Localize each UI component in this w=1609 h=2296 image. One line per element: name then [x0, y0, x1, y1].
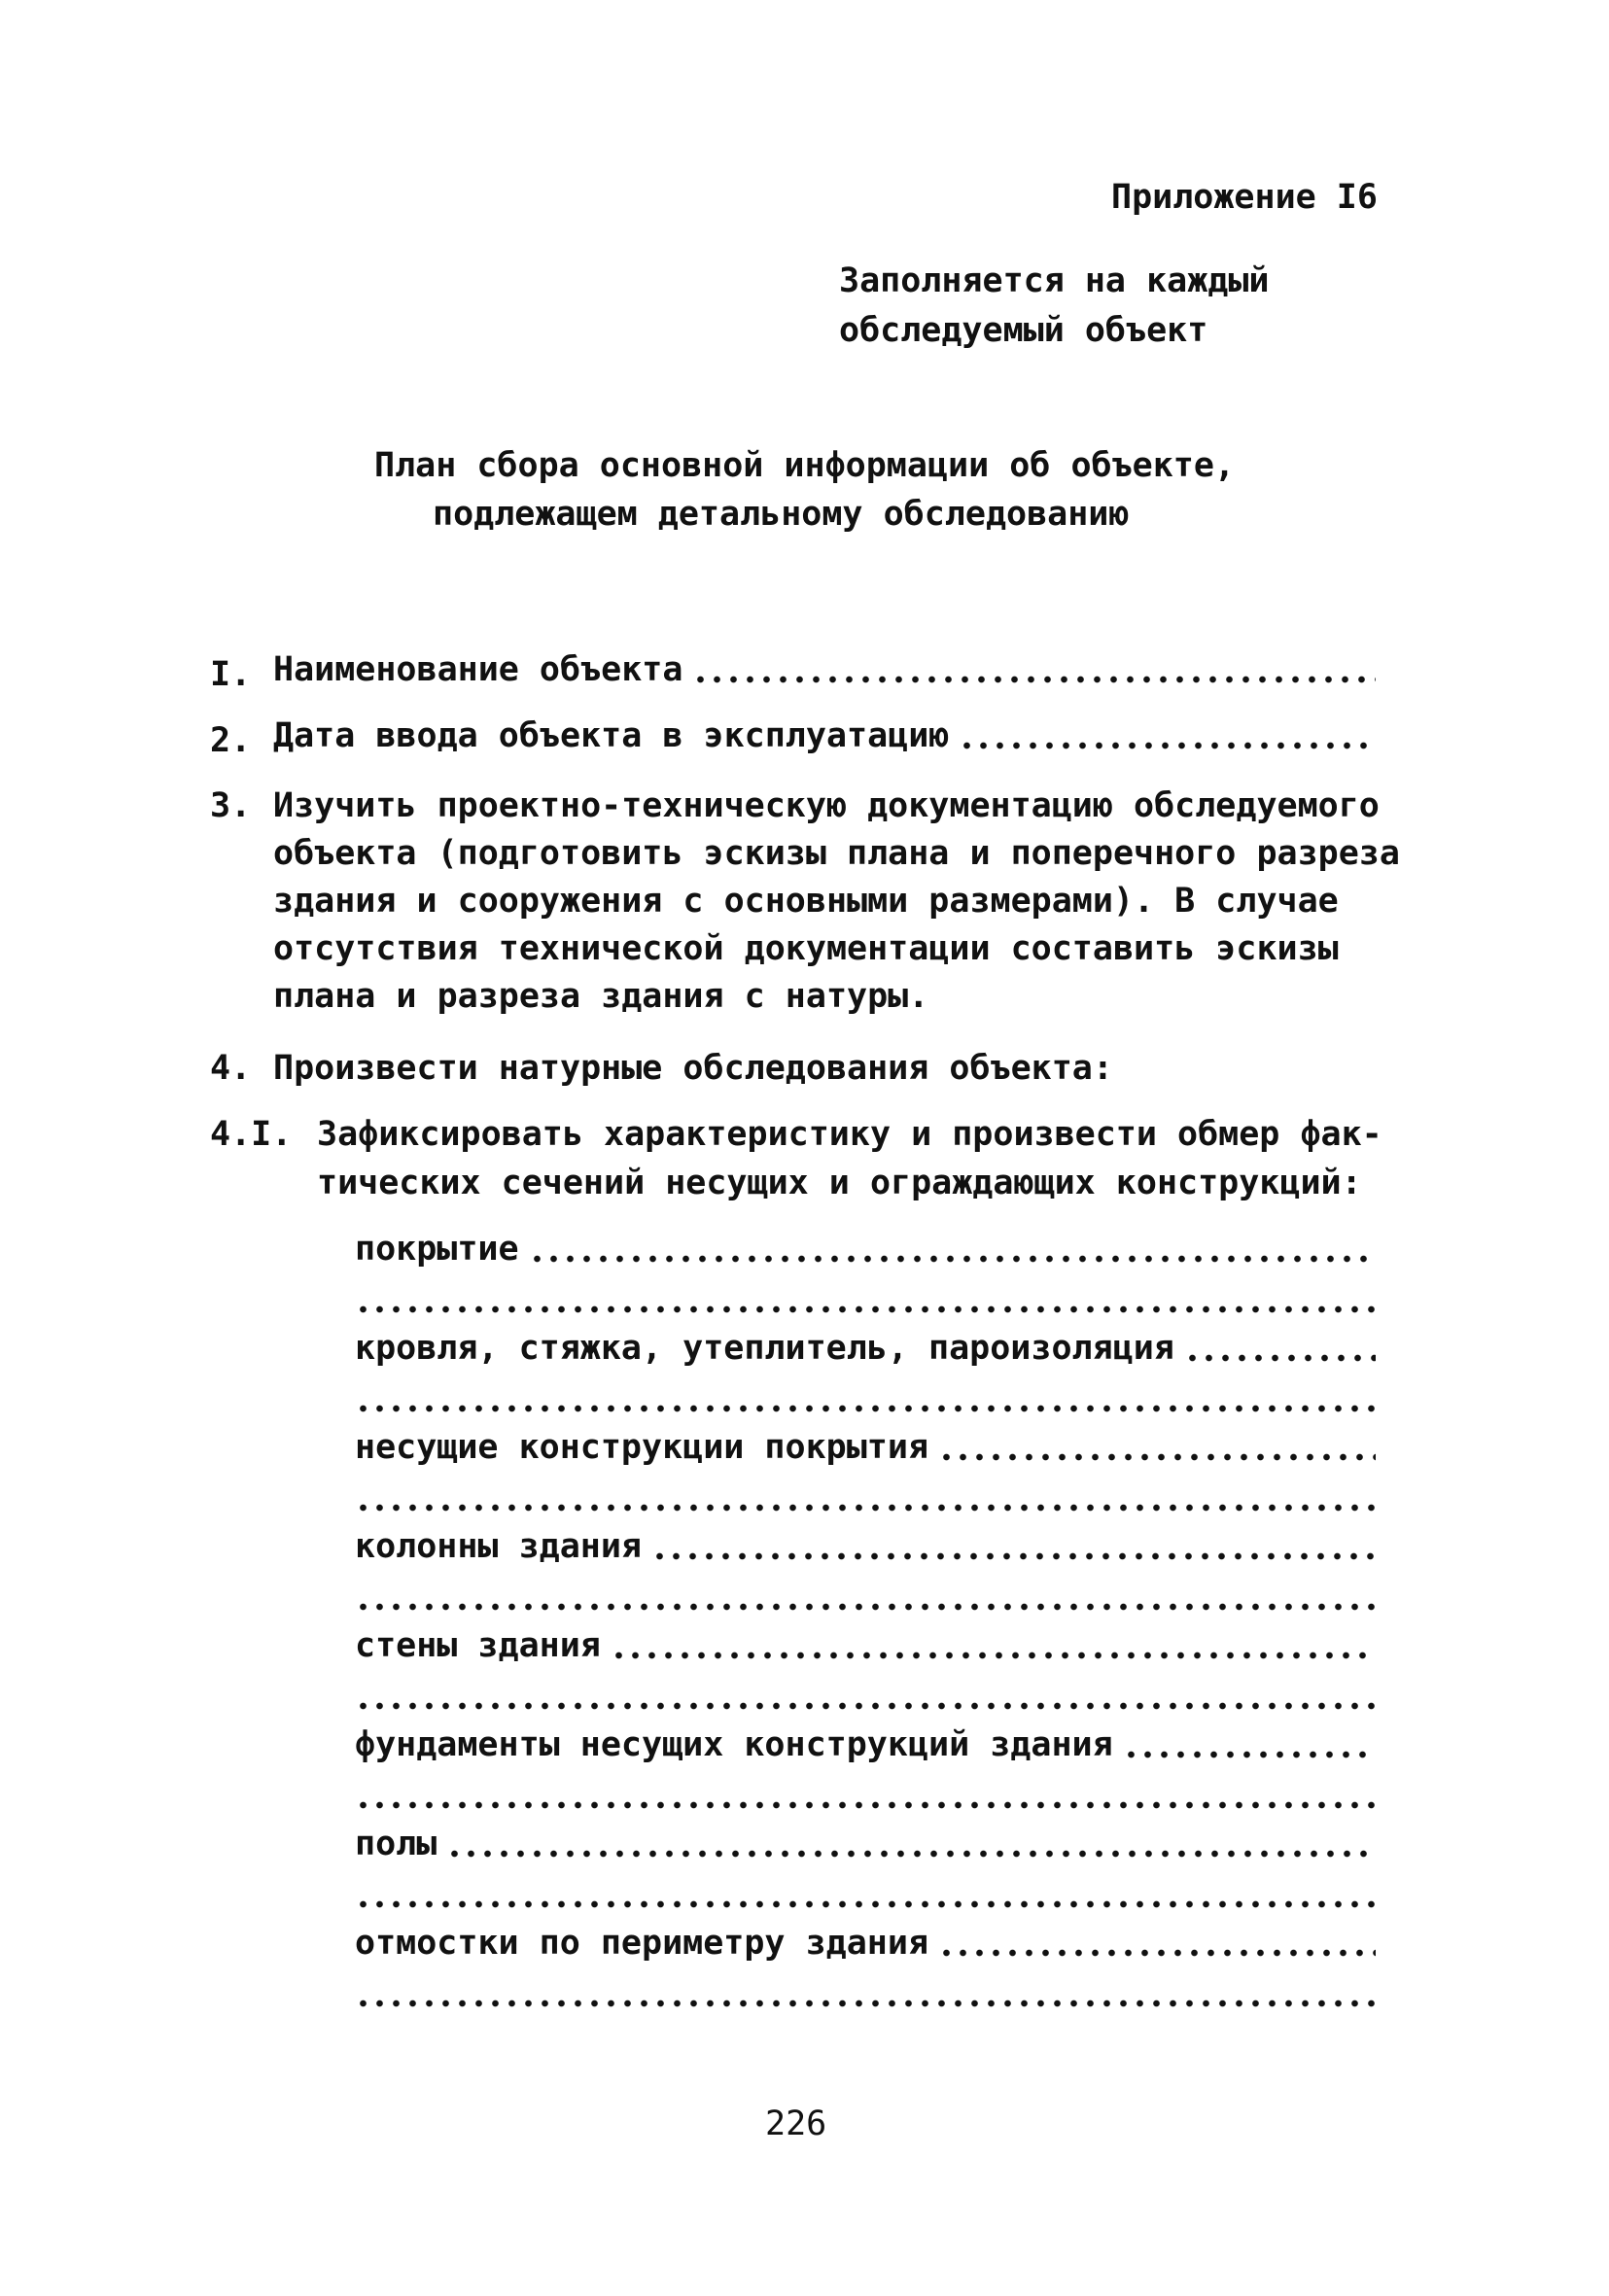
page-title-line-2: подлежащем детальному обследованию: [433, 495, 1130, 534]
field-fill-line[interactable]: [611, 1652, 1376, 1659]
item-1-label: Наименование объекта: [273, 650, 683, 689]
item-2-row: [273, 716, 1376, 758]
page-title-line-1: План сбора основной информации об объекте,: [374, 446, 1236, 485]
item-3-number: 3.: [210, 786, 252, 825]
item-4-text: Произвести натурные обследования объекта:: [273, 1049, 1113, 1088]
appendix-label: Приложение I6: [1111, 178, 1378, 217]
item-1-fill-line[interactable]: [692, 676, 1376, 683]
item-3-line: объекта (подготовить эскизы плана и поперечного разреза: [273, 834, 1400, 873]
item-3-text: [273, 783, 1400, 1021]
item-3-line: отсутствия технической документации составить эскизы: [273, 929, 1339, 968]
field-row-floors: [355, 1827, 1376, 1866]
fill-note-line-1: Заполняется на каждый: [839, 261, 1270, 300]
field-fill-line[interactable]: [355, 1702, 1376, 1710]
field-label: колонны здания: [355, 1527, 643, 1566]
field-fill-line[interactable]: [446, 1850, 1376, 1858]
item-2-label: Дата ввода объекта в эксплуатацию: [273, 716, 950, 755]
field-label: покрытие: [355, 1230, 519, 1269]
item-3-line: здания и сооружения с основными размерами). В случае: [273, 882, 1339, 921]
field-row-roof-structures: [355, 1428, 1376, 1470]
field-fill-line[interactable]: [938, 1453, 1376, 1461]
field-row-extra: [355, 1382, 1376, 1421]
field-fill-line[interactable]: [1123, 1751, 1376, 1758]
field-fill-line[interactable]: [938, 1949, 1376, 1957]
field-row-extra: [355, 1779, 1376, 1818]
page-number: 226: [765, 2105, 827, 2143]
fill-note-line-2: обследуемый объект: [839, 311, 1208, 350]
field-fill-line[interactable]: [529, 1255, 1376, 1263]
field-row-walls: [355, 1626, 1376, 1668]
field-row-roof-covering: [355, 1230, 1376, 1271]
field-label: отмостки по периметру здания: [355, 1924, 929, 1963]
field-row-extra: [355, 1581, 1376, 1619]
field-label: кровля, стяжка, утеплитель, пароизоляция: [355, 1329, 1174, 1368]
field-row-extra: [355, 1680, 1376, 1719]
item-4-1-line-2: тических сечений несущих и ограждающих конструкций:: [317, 1164, 1362, 1202]
item-4-number: 4.: [210, 1049, 252, 1088]
field-row-extra: [355, 1283, 1376, 1322]
field-row-extra: [355, 1878, 1376, 1917]
field-fill-line[interactable]: [355, 1504, 1376, 1512]
item-3-line: плана и разреза здания с натуры.: [273, 977, 929, 1016]
field-label: полы: [355, 1825, 437, 1863]
field-fill-line[interactable]: [355, 1305, 1376, 1313]
field-fill-line[interactable]: [1184, 1354, 1376, 1362]
field-fill-line[interactable]: [355, 2000, 1376, 2007]
item-4-1-number: 4.I.: [210, 1115, 293, 1154]
item-2-number: 2.: [210, 721, 252, 760]
item-2-fill-line[interactable]: [959, 742, 1376, 749]
field-row-blind-area: [355, 1924, 1376, 1966]
field-fill-line[interactable]: [355, 1603, 1376, 1611]
field-row-foundations: [355, 1725, 1376, 1767]
field-label: несущие конструкции покрытия: [355, 1428, 929, 1467]
field-fill-line[interactable]: [355, 1900, 1376, 1908]
field-row-extra: [355, 1977, 1376, 2016]
field-row-extra: [355, 1481, 1376, 1520]
item-3-line: Изучить проектно-техническую документацию обследуемого: [273, 786, 1380, 825]
item-1-number: I.: [210, 655, 252, 694]
item-4-1-line-1: Зафиксировать характеристику и произвести обмер фак-: [317, 1115, 1382, 1154]
field-row-roofing: [355, 1329, 1376, 1371]
field-fill-line[interactable]: [651, 1552, 1376, 1560]
field-fill-line[interactable]: [355, 1801, 1376, 1809]
field-label: фундаменты несущих конструкций здания: [355, 1725, 1113, 1764]
field-fill-line[interactable]: [355, 1405, 1376, 1412]
item-1-row: [273, 650, 1376, 692]
field-label: стены здания: [355, 1626, 601, 1665]
field-row-columns: [355, 1527, 1376, 1569]
